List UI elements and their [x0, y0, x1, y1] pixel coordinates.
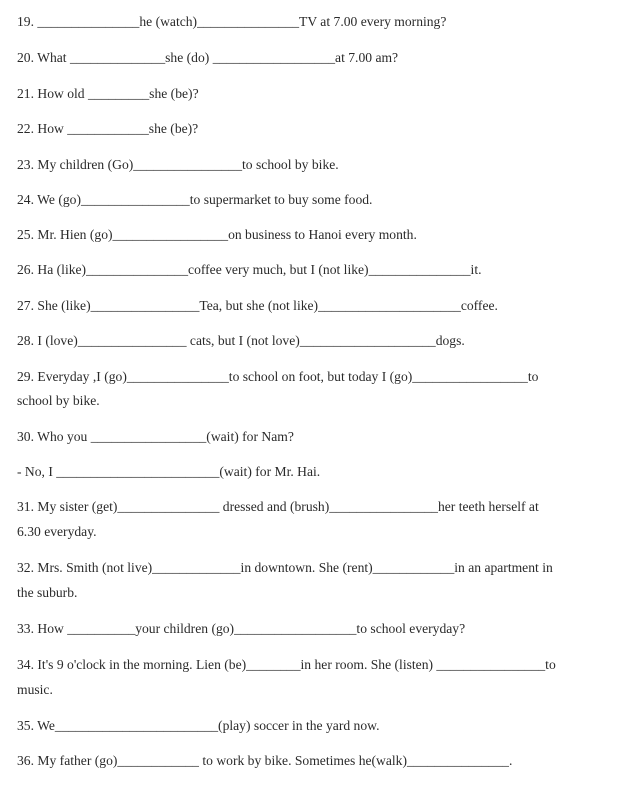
- exercise-28: 28. I (love)________________ cats, but I (not love)____________________dogs.: [17, 333, 465, 348]
- exercise-31-cont: 6.30 everyday.: [17, 524, 97, 539]
- exercise-26: 26. Ha (like)_______________coffee very much, but I (not like)_______________it.: [17, 262, 482, 277]
- exercise-30-reply: - No, I ________________________(wait) for Mr. Hai.: [17, 464, 321, 479]
- exercise-32: 32. Mrs. Smith (not live)_____________in downtown. She (rent)____________in an apartment in: [17, 560, 553, 575]
- exercise-35: 35. We________________________(play) soccer in the yard now.: [17, 718, 380, 733]
- exercise-29-cont: school by bike.: [17, 393, 100, 408]
- exercise-34-cont: music.: [17, 682, 53, 697]
- exercise-22: 22. How ____________she (be)?: [17, 121, 199, 136]
- exercise-19: 19. _______________he (watch)_______________TV at 7.00 every morning?: [17, 14, 447, 29]
- exercise-21: 21. How old _________she (be)?: [17, 86, 199, 101]
- exercise-23: 23. My children (Go)________________to school by bike.: [17, 157, 339, 172]
- exercise-25: 25. Mr. Hien (go)_________________on business to Hanoi every month.: [17, 227, 417, 242]
- exercise-30: 30. Who you _________________(wait) for Nam?: [17, 429, 294, 444]
- exercise-34: 34. It's 9 o'clock in the morning. Lien (be)________in her room. She (listen) ________________to: [17, 657, 556, 672]
- exercise-32-cont: the suburb.: [17, 585, 78, 600]
- exercise-31: 31. My sister (get)_______________ dressed and (brush)________________her teeth herself at: [17, 499, 539, 514]
- exercise-20: 20. What ______________she (do) __________________at 7.00 am?: [17, 50, 399, 65]
- exercise-24: 24. We (go)________________to supermarket to buy some food.: [17, 192, 373, 207]
- exercise-36: 36. My father (go)____________ to work by bike. Sometimes he(walk)_______________.: [17, 753, 513, 768]
- exercise-27: 27. She (like)________________Tea, but she (not like)_____________________coffee.: [17, 298, 498, 313]
- exercise-33: 33. How __________your children (go)__________________to school everyday?: [17, 621, 466, 636]
- exercise-29: 29. Everyday ,I (go)_______________to school on foot, but today I (go)_________________to: [17, 369, 539, 384]
